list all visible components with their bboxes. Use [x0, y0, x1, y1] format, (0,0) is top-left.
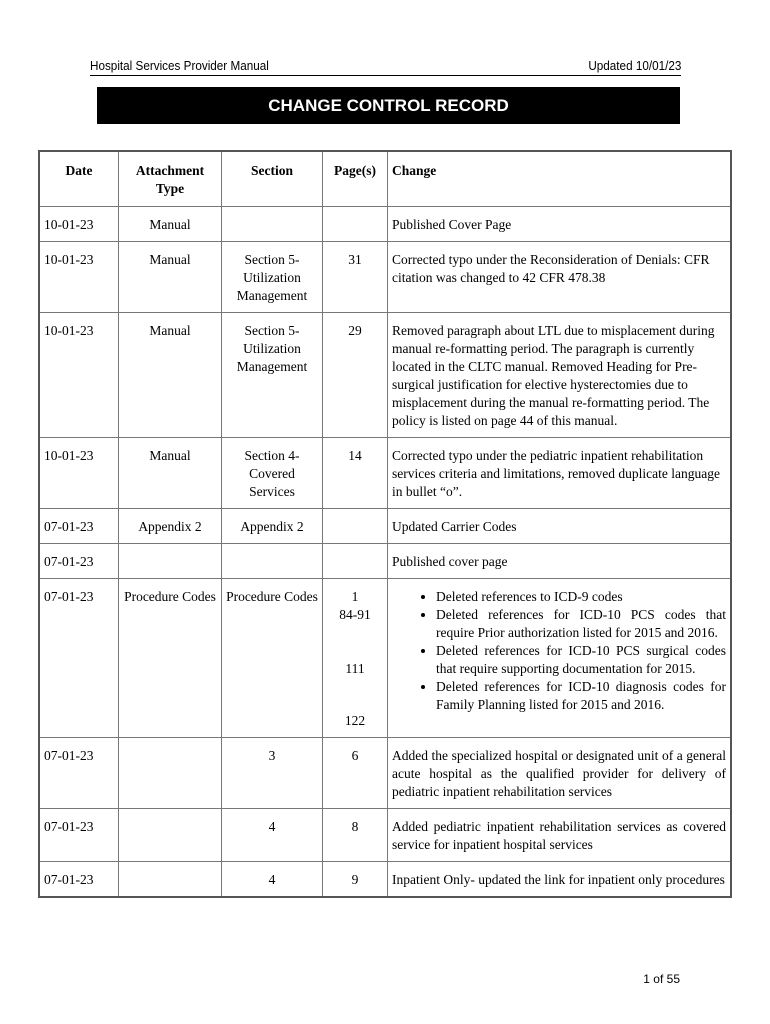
cell-pages	[323, 509, 388, 544]
table-row	[39, 438, 731, 509]
list-item: • Deleted references to ICD-9 codes	[436, 588, 726, 606]
cell-change	[388, 579, 732, 738]
cell-attachment-type: Procedure Codes	[119, 579, 222, 738]
cell-pages: 14	[323, 438, 388, 509]
cell-attachment-type	[119, 809, 222, 862]
table-row	[39, 579, 731, 738]
cell-attachment-type	[119, 862, 222, 898]
cell-date: 07-01-23	[39, 862, 119, 898]
column-header-attachment-type: Attachment Type	[119, 151, 222, 207]
cell-section: Section 5- Utilization Management	[222, 313, 323, 438]
cell-pages	[323, 207, 388, 242]
page-ref: 84-91	[339, 607, 371, 622]
cell-change: Corrected typo under the pediatric inpatient rehabilitation services criteria and limitations, removed duplicate language in bullet “o”.	[388, 438, 732, 509]
table-row	[39, 242, 731, 313]
cell-date: 07-01-23	[39, 738, 119, 809]
column-header-date: Date	[39, 151, 119, 207]
table-header-row	[39, 151, 731, 207]
cell-date: 07-01-23	[39, 509, 119, 544]
page-header	[90, 57, 681, 76]
cell-attachment-type: Appendix 2	[119, 509, 222, 544]
cell-section	[222, 544, 323, 579]
cell-section: 4	[222, 809, 323, 862]
table-row	[39, 313, 731, 438]
table-row	[39, 509, 731, 544]
cell-date: 10-01-23	[39, 313, 119, 438]
page-number: 1 of 55	[643, 972, 680, 986]
cell-pages: 8	[323, 809, 388, 862]
manual-title: Hospital Services Provider Manual	[90, 58, 269, 73]
page-ref: 122	[344, 713, 366, 728]
cell-change: Published cover page	[388, 544, 732, 579]
cell-attachment-type	[119, 544, 222, 579]
table-row	[39, 738, 731, 809]
table-row	[39, 207, 731, 242]
cell-date: 07-01-23	[39, 579, 119, 738]
cell-section: Section 5- Utilization Management	[222, 242, 323, 313]
change-control-table	[38, 150, 732, 898]
column-header-change: Change	[388, 151, 732, 207]
spacer	[327, 624, 383, 660]
cell-date: 10-01-23	[39, 242, 119, 313]
updated-date: Updated 10/01/23	[587, 58, 681, 73]
column-header-pages: Page(s)	[323, 151, 388, 207]
column-header-section: Section	[222, 151, 323, 207]
cell-pages: 31	[323, 242, 388, 313]
table-row	[39, 809, 731, 862]
table-row	[39, 544, 731, 579]
page-ref: 1	[351, 589, 359, 604]
cell-change: Removed paragraph about LTL due to misplacement during manual re-formatting period. The paragraph is currently located in the CLTC manual. Removed Heading for Pre-surgical justification for elective hysterectomies due to misplacement during the manual re-formatting period. The policy is listed on page 44 of this manual.	[388, 313, 732, 438]
page-title: CHANGE CONTROL RECORD	[97, 87, 680, 124]
list-item: • Deleted references for ICD-10 PCS surgical codes that require supporting documentation for 2015.	[436, 642, 726, 678]
page-ref: 111	[345, 661, 365, 676]
cell-attachment-type: Manual	[119, 242, 222, 313]
cell-date: 07-01-23	[39, 544, 119, 579]
cell-attachment-type: Manual	[119, 438, 222, 509]
cell-section: Procedure Codes	[222, 579, 323, 738]
cell-attachment-type: Manual	[119, 207, 222, 242]
cell-pages	[323, 544, 388, 579]
cell-date: 10-01-23	[39, 438, 119, 509]
cell-change: Added the specialized hospital or designated unit of a general acute hospital as the qualified provider for delivery of pediatric inpatient rehabilitation services	[388, 738, 732, 809]
cell-change: Updated Carrier Codes	[388, 509, 732, 544]
change-bullet-list	[392, 588, 726, 714]
list-item: • Deleted references for ICD-10 PCS codes that require Prior authorization listed for 2015 and 2016.	[436, 606, 726, 642]
cell-section: Appendix 2	[222, 509, 323, 544]
cell-change: Corrected typo under the Reconsideration of Denials: CFR citation was changed to 42 CFR 478.38	[388, 242, 732, 313]
table-row	[39, 862, 731, 898]
cell-section: Section 4- Covered Services	[222, 438, 323, 509]
cell-change: Added pediatric inpatient rehabilitation services as covered service for inpatient hospital services	[388, 809, 732, 862]
cell-pages: 9	[323, 862, 388, 898]
cell-attachment-type: Manual	[119, 313, 222, 438]
cell-pages: 6	[323, 738, 388, 809]
cell-pages	[323, 579, 388, 738]
cell-change: Published Cover Page	[388, 207, 732, 242]
cell-date: 10-01-23	[39, 207, 119, 242]
cell-section	[222, 207, 323, 242]
cell-date: 07-01-23	[39, 809, 119, 862]
cell-pages: 29	[323, 313, 388, 438]
cell-change: Inpatient Only- updated the link for inpatient only procedures	[388, 862, 732, 898]
spacer	[327, 678, 383, 712]
cell-attachment-type	[119, 738, 222, 809]
list-item: • Deleted references for ICD-10 diagnosis codes for Family Planning listed for 2015 and 2016.	[436, 678, 726, 714]
cell-section: 3	[222, 738, 323, 809]
cell-section: 4	[222, 862, 323, 898]
